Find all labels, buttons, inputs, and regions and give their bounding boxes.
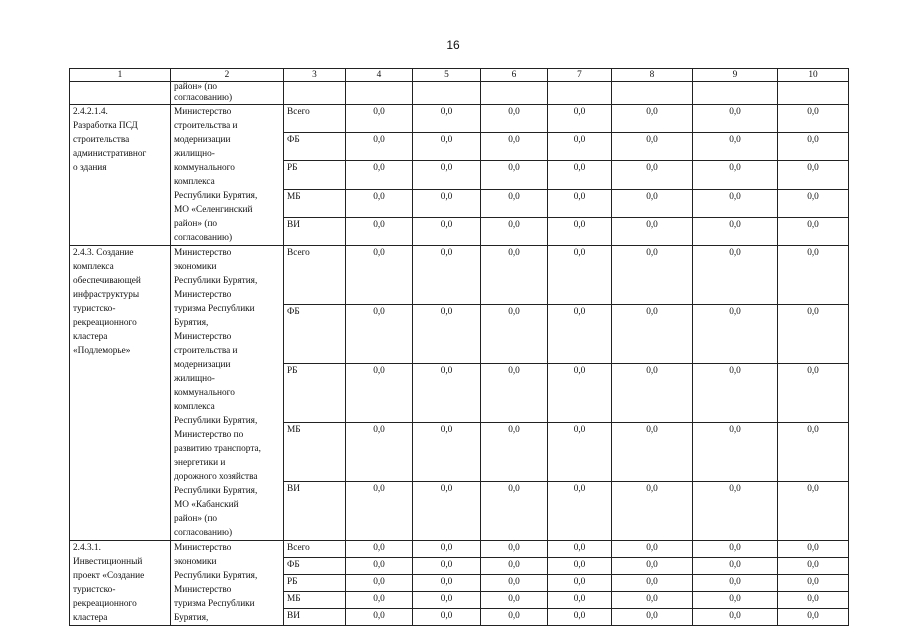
column-number-row [70, 69, 849, 82]
funding-source-cell: ВИ [284, 217, 346, 245]
value-cell: 0,0 [693, 541, 778, 558]
activity-name-cell [70, 82, 171, 105]
value-cell: 0,0 [612, 558, 693, 575]
value-cell: 0,0 [693, 364, 778, 423]
value-cell: 0,0 [548, 558, 612, 575]
activity-name-cell: 2.4.3.1. Инвестиционный проект «Создание туристско- рекреационного кластера [70, 541, 171, 626]
value-cell: 0,0 [693, 575, 778, 592]
value-cell: 0,0 [548, 105, 612, 133]
funding-source-cell: МБ [284, 189, 346, 217]
value-cell: 0,0 [612, 592, 693, 609]
value-cell: 0,0 [346, 133, 413, 161]
value-cell: 0,0 [413, 305, 481, 364]
value-cell: 0,0 [413, 189, 481, 217]
value-cell: 0,0 [612, 217, 693, 245]
value-cell: 0,0 [612, 161, 693, 189]
responsible-cell: район» (по согласованию) [171, 82, 284, 105]
value-cell: 0,0 [481, 592, 548, 609]
value-cell: 0,0 [778, 189, 849, 217]
value-cell: 0,0 [778, 609, 849, 626]
activity-name-cell: 2.4.3. Создание комплекса обеспечивающей инфраструктуры туристско- рекреационного кластера «Подлеморье» [70, 246, 171, 541]
value-cell: 0,0 [481, 246, 548, 305]
funding-source-cell: ВИ [284, 482, 346, 541]
value-cell: 0,0 [413, 609, 481, 626]
funding-source-cell: Всего [284, 246, 346, 305]
value-cell: 0,0 [481, 217, 548, 245]
funding-source-cell: РБ [284, 161, 346, 189]
table-row [70, 105, 849, 133]
value-cell: 0,0 [778, 246, 849, 305]
value-cell: 0,0 [778, 161, 849, 189]
funding-source-cell: РБ [284, 364, 346, 423]
column-header: 10 [778, 69, 849, 82]
value-cell: 0,0 [346, 558, 413, 575]
funding-source-cell: МБ [284, 592, 346, 609]
value-cell: 0,0 [413, 423, 481, 482]
value-cell: 0,0 [548, 592, 612, 609]
value-cell: 0,0 [693, 133, 778, 161]
value-cell: 0,0 [612, 482, 693, 541]
value-cell: 0,0 [778, 305, 849, 364]
value-cell: 0,0 [346, 105, 413, 133]
value-cell: 0,0 [346, 423, 413, 482]
value-cell: 0,0 [346, 482, 413, 541]
value-cell: 0,0 [612, 133, 693, 161]
column-header: 5 [413, 69, 481, 82]
value-cell: 0,0 [346, 161, 413, 189]
value-cell: 0,0 [481, 423, 548, 482]
value-cell: 0,0 [413, 558, 481, 575]
value-cell: 0,0 [413, 246, 481, 305]
value-cell: 0,0 [481, 105, 548, 133]
value-cell: 0,0 [612, 541, 693, 558]
value-cell: 0,0 [612, 423, 693, 482]
value-cell: 0,0 [413, 133, 481, 161]
value-cell: 0,0 [693, 423, 778, 482]
funding-source-cell: ФБ [284, 305, 346, 364]
empty-cell [778, 82, 849, 105]
value-cell: 0,0 [778, 423, 849, 482]
value-cell: 0,0 [481, 609, 548, 626]
value-cell: 0,0 [413, 592, 481, 609]
value-cell: 0,0 [548, 482, 612, 541]
value-cell: 0,0 [548, 161, 612, 189]
activity-name-cell: 2.4.2.1.4. Разработка ПСД строительства административног о здания [70, 105, 171, 246]
value-cell: 0,0 [693, 161, 778, 189]
value-cell: 0,0 [693, 305, 778, 364]
column-header: 3 [284, 69, 346, 82]
table-row [70, 246, 849, 305]
empty-cell [346, 82, 413, 105]
budget-table [69, 68, 849, 626]
continuation-row [70, 82, 849, 105]
value-cell: 0,0 [693, 246, 778, 305]
funding-source-cell: ФБ [284, 558, 346, 575]
responsible-cell: Министерство строительства и модернизации жилищно- коммунального комплекса Республики Бурятия, МО «Селенгинский район» (по согласованию) [171, 105, 284, 246]
column-header: 4 [346, 69, 413, 82]
value-cell: 0,0 [346, 305, 413, 364]
value-cell: 0,0 [548, 133, 612, 161]
column-header: 7 [548, 69, 612, 82]
value-cell: 0,0 [413, 575, 481, 592]
value-cell: 0,0 [481, 133, 548, 161]
value-cell: 0,0 [693, 592, 778, 609]
value-cell: 0,0 [612, 246, 693, 305]
funding-source-cell: Всего [284, 541, 346, 558]
funding-source-cell: МБ [284, 423, 346, 482]
funding-source-cell: ФБ [284, 133, 346, 161]
value-cell: 0,0 [548, 541, 612, 558]
value-cell: 0,0 [548, 364, 612, 423]
value-cell: 0,0 [413, 105, 481, 133]
value-cell: 0,0 [778, 217, 849, 245]
empty-cell [693, 82, 778, 105]
column-header: 8 [612, 69, 693, 82]
value-cell: 0,0 [778, 364, 849, 423]
column-header: 9 [693, 69, 778, 82]
value-cell: 0,0 [778, 133, 849, 161]
value-cell: 0,0 [693, 217, 778, 245]
value-cell: 0,0 [481, 161, 548, 189]
value-cell: 0,0 [548, 217, 612, 245]
value-cell: 0,0 [413, 541, 481, 558]
value-cell: 0,0 [481, 482, 548, 541]
value-cell: 0,0 [548, 189, 612, 217]
value-cell: 0,0 [413, 161, 481, 189]
value-cell: 0,0 [548, 609, 612, 626]
value-cell: 0,0 [481, 575, 548, 592]
value-cell: 0,0 [693, 105, 778, 133]
empty-cell [413, 82, 481, 105]
column-header: 2 [171, 69, 284, 82]
value-cell: 0,0 [612, 609, 693, 626]
value-cell: 0,0 [346, 217, 413, 245]
empty-cell [284, 82, 346, 105]
value-cell: 0,0 [481, 558, 548, 575]
value-cell: 0,0 [413, 217, 481, 245]
value-cell: 0,0 [778, 105, 849, 133]
value-cell: 0,0 [612, 189, 693, 217]
empty-cell [612, 82, 693, 105]
value-cell: 0,0 [612, 105, 693, 133]
value-cell: 0,0 [346, 189, 413, 217]
value-cell: 0,0 [346, 609, 413, 626]
value-cell: 0,0 [612, 305, 693, 364]
value-cell: 0,0 [693, 558, 778, 575]
value-cell: 0,0 [612, 364, 693, 423]
value-cell: 0,0 [693, 189, 778, 217]
value-cell: 0,0 [548, 423, 612, 482]
value-cell: 0,0 [693, 482, 778, 541]
column-header: 1 [70, 69, 171, 82]
responsible-cell: Министерство экономики Республики Бурятия, Министерство туризма Республики Бурятия, [171, 541, 284, 626]
value-cell: 0,0 [548, 246, 612, 305]
funding-source-cell: ВИ [284, 609, 346, 626]
value-cell: 0,0 [346, 592, 413, 609]
value-cell: 0,0 [778, 541, 849, 558]
value-cell: 0,0 [693, 609, 778, 626]
table-body [70, 82, 849, 626]
value-cell: 0,0 [413, 482, 481, 541]
page-number: 16 [446, 38, 460, 52]
value-cell: 0,0 [612, 575, 693, 592]
value-cell: 0,0 [481, 189, 548, 217]
value-cell: 0,0 [481, 541, 548, 558]
value-cell: 0,0 [778, 482, 849, 541]
value-cell: 0,0 [346, 246, 413, 305]
value-cell: 0,0 [548, 575, 612, 592]
value-cell: 0,0 [481, 364, 548, 423]
value-cell: 0,0 [413, 364, 481, 423]
responsible-cell: Министерство экономики Республики Бурятия, Министерство туризма Республики Бурятия, Министерство строительства и модернизации жилищно- коммунального комплекса Республики Бурятия, Министерство по развитию транспорта, энергетики и дорожного хозяйства Республики Бурятия, МО «Кабанский район» (по согласованию) [171, 246, 284, 541]
value-cell: 0,0 [481, 305, 548, 364]
value-cell: 0,0 [346, 541, 413, 558]
value-cell: 0,0 [346, 575, 413, 592]
funding-source-cell: Всего [284, 105, 346, 133]
value-cell: 0,0 [778, 558, 849, 575]
empty-cell [548, 82, 612, 105]
empty-cell [481, 82, 548, 105]
value-cell: 0,0 [778, 592, 849, 609]
table-row [70, 541, 849, 558]
value-cell: 0,0 [346, 364, 413, 423]
value-cell: 0,0 [778, 575, 849, 592]
funding-source-cell: РБ [284, 575, 346, 592]
column-header: 6 [481, 69, 548, 82]
value-cell: 0,0 [548, 305, 612, 364]
